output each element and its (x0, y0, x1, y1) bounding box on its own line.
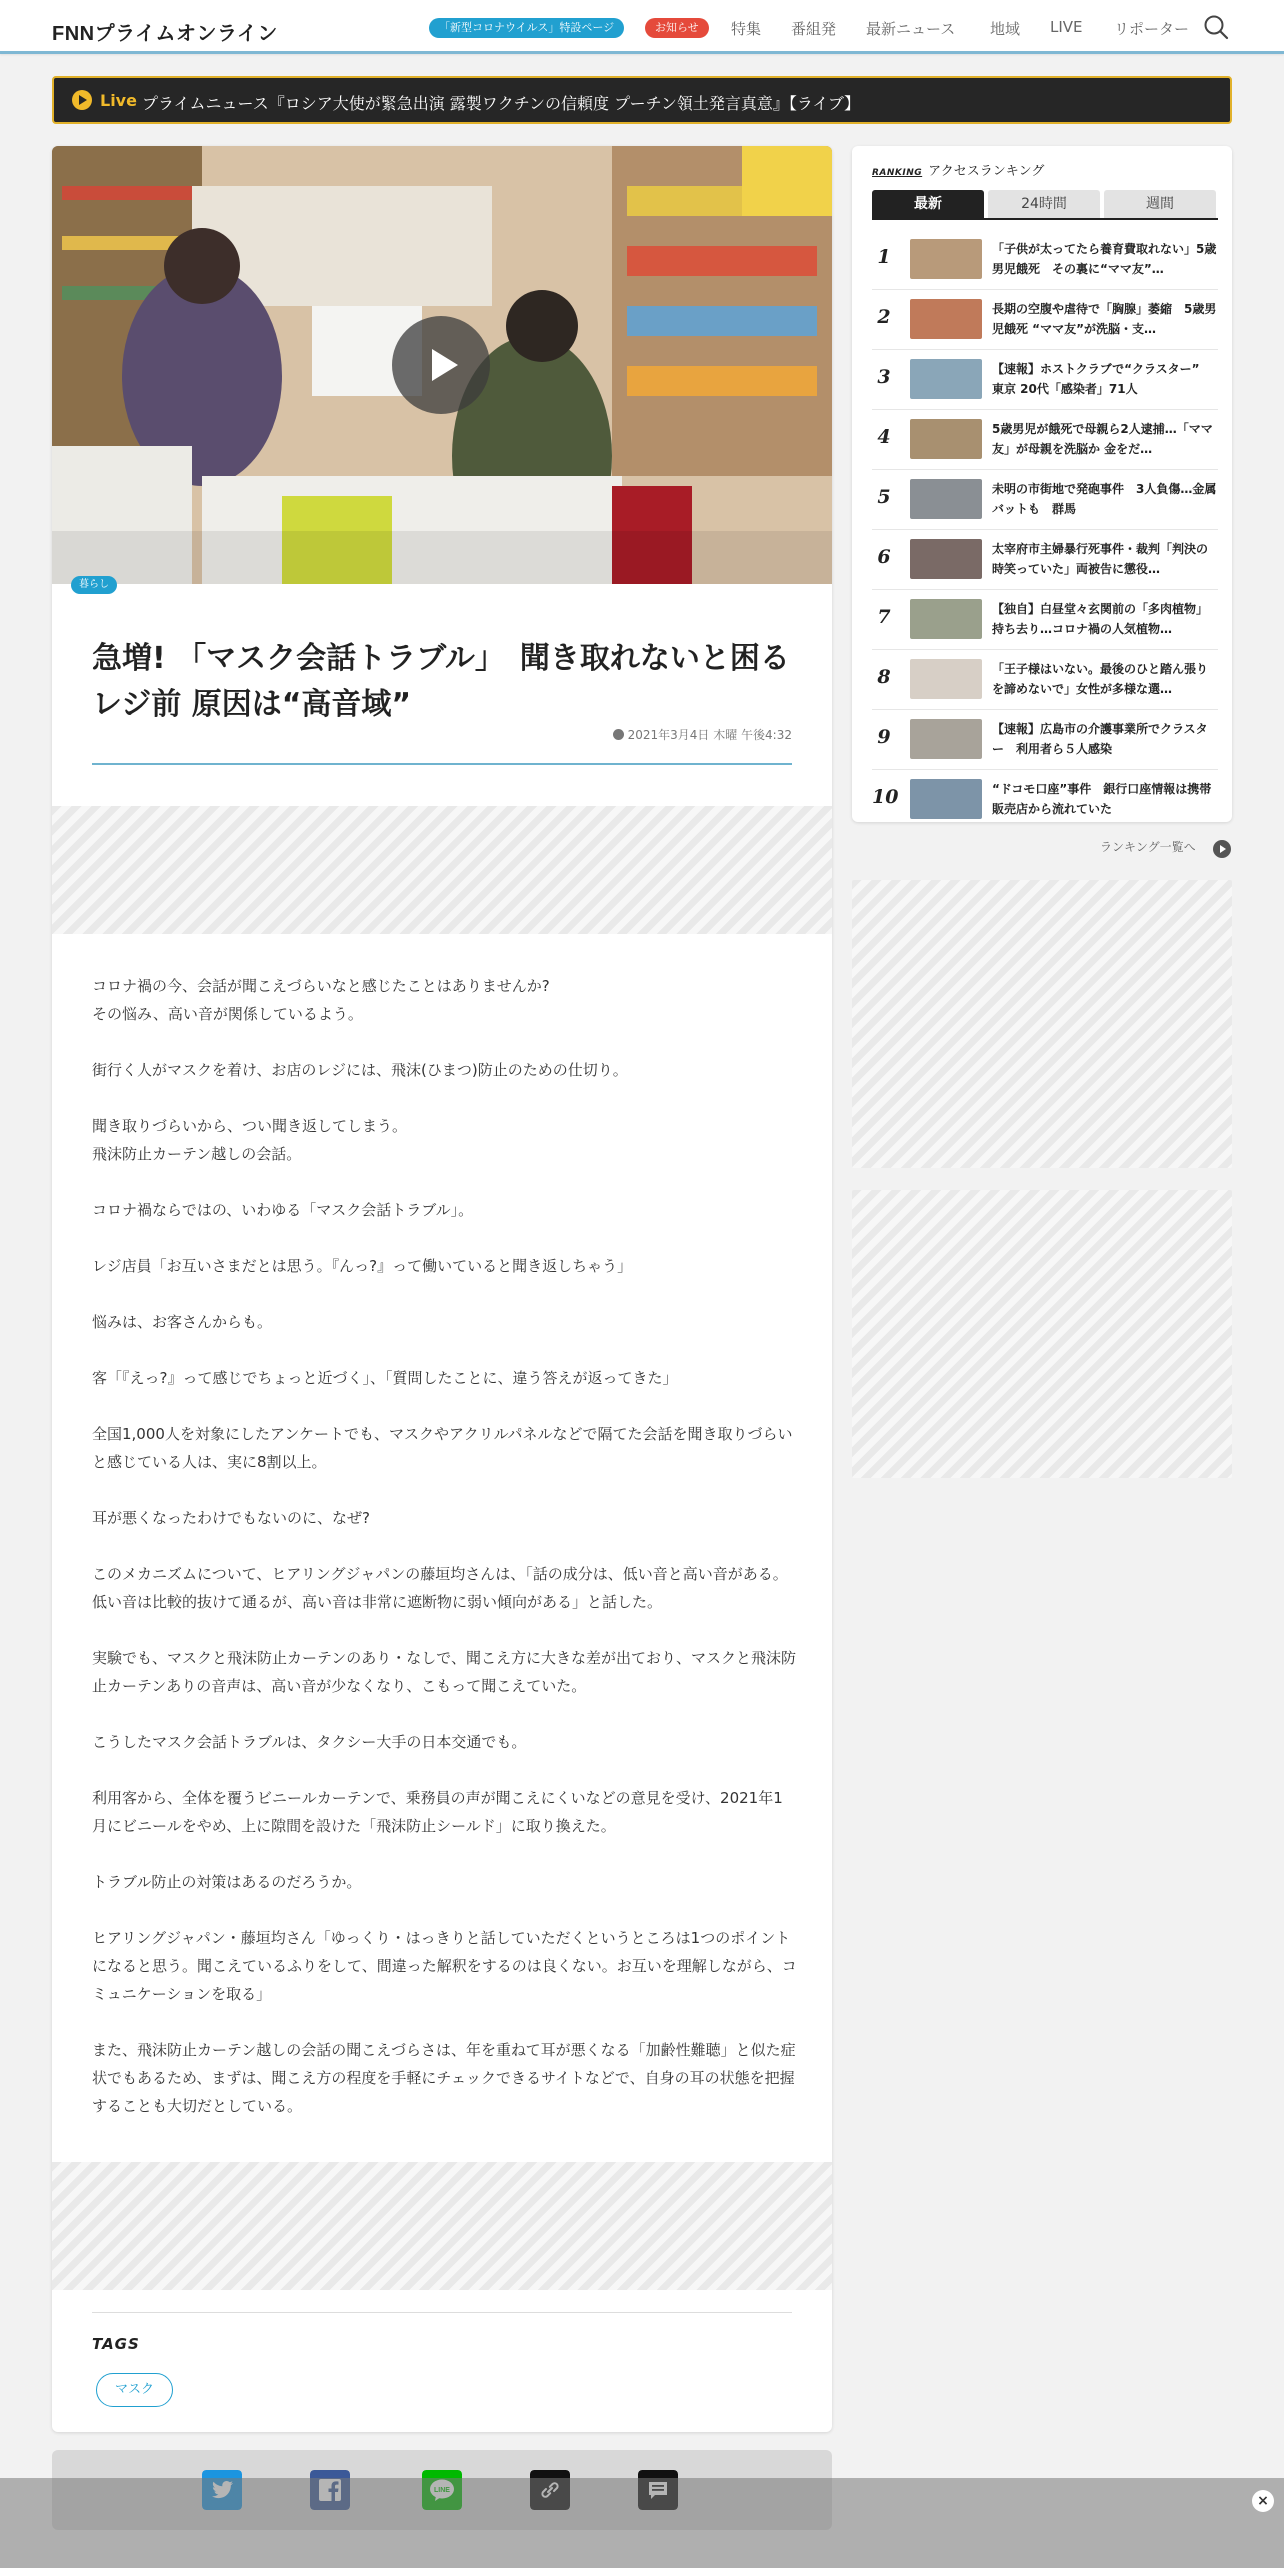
ranking-more-link[interactable]: ランキング一覧へ (1100, 840, 1196, 854)
ranking-title[interactable]: 【独自】白昼堂々玄関前の「多肉植物」持ち去り…コロナ禍の人気植物… (992, 602, 1209, 636)
ranking-header-en: RANKING (872, 168, 923, 178)
ranking-item[interactable] (872, 530, 1218, 590)
article-paragraph: 聞き取りづらいから、つい聞き返してしまう。 飛沫防止カーテン越しの会話。 (92, 1117, 408, 1163)
ranking-number: 5 (877, 486, 891, 508)
sidebar-ad-1 (852, 880, 1232, 1168)
ranking-item[interactable] (872, 290, 1218, 350)
ranking-item[interactable] (872, 650, 1218, 710)
close-icon[interactable]: × (1252, 2490, 1274, 2512)
ranking-number: 10 (872, 786, 899, 808)
notice-link[interactable]: お知らせ (645, 18, 709, 38)
article-paragraph: 街行く人がマスクを着け、お店のレジには、飛沫(ひまつ)防止のための仕切り。 (92, 1061, 628, 1079)
ranking-thumbnail[interactable] (910, 599, 982, 639)
ranking-number: 7 (877, 606, 891, 628)
article-title: 急増! 「マスク会話トラブル」 聞き取れないと困るレジ前 原因は“高音域” (92, 641, 790, 722)
article-body (92, 972, 797, 2148)
video-play-button[interactable] (392, 316, 490, 414)
tab-latest[interactable]: 最新 (872, 190, 984, 218)
article-paragraph: コロナ禍の今、会話が聞こえづらいなと感じたことはありませんか? その悩み、高い音が関係しているよう。 (92, 977, 550, 1023)
article-paragraph: トラブル防止の対策はあるのだろうか。 (92, 1873, 362, 1891)
ranking-number: 1 (877, 246, 891, 268)
ranking-item[interactable] (872, 350, 1218, 410)
category-badge[interactable]: 暮らし (71, 576, 117, 594)
ranking-header-title: アクセスランキング (928, 164, 1045, 179)
live-banner[interactable] (52, 76, 1232, 124)
ranking-item[interactable] (872, 230, 1218, 290)
article-paragraph: 全国1,000人を対象にしたアンケートでも、マスクやアクリルパネルなどで隔てた会話を聞き取りづらいと感じている人は、実に8割以上。 (92, 1425, 793, 1471)
article-paragraph: また、飛沫防止カーテン越しの会話の聞こえづらさは、年を重ねて耳が悪くなる「加齢性難聴」と似た症状でもあるため、まずは、聞こえ方の程度を手軽にチェックできるサイトなどで、自身の耳の状態を把握することも大切だとしている。 (92, 2041, 796, 2115)
site-header (0, 0, 1284, 54)
article-paragraph: このメカニズムについて、ヒアリングジャパンの藤垣均さんは、「話の成分は、低い音と高い音がある。低い音は比較的抜けて通るが、高い音は非常に遮断物に弱い傾向がある」と話した。 (92, 1565, 788, 1611)
tags-divider (92, 2312, 792, 2313)
article-paragraph: こうしたマスク会話トラブルは、タクシー大手の日本交通でも。 (92, 1733, 527, 1751)
ranking-number: 3 (877, 366, 891, 388)
nav-item-programs[interactable]: 番組発 (791, 20, 837, 38)
article-paragraph: コロナ禍ならではの、いわゆる「マスク会話トラブル」。 (92, 1201, 474, 1219)
ad-placeholder-top (52, 806, 832, 934)
ranking-title[interactable]: 5歳男児が餓死で母親ら2人逮捕…「ママ友」が母親を洗脳か 金をだ… (992, 422, 1213, 456)
ranking-thumbnail[interactable] (910, 719, 982, 759)
ranking-title[interactable]: 「子供が太ってたら養育費取れない」5歳男児餓死 その裏に“ママ友”… (992, 242, 1217, 276)
search-icon[interactable] (1203, 14, 1229, 40)
ranking-thumbnail[interactable] (910, 419, 982, 459)
ranking-title[interactable]: 【速報】ホストクラブで“クラスター” 東京 20代「感染者」71人 (992, 362, 1212, 396)
article-card (52, 146, 832, 2432)
article-paragraph: 実験でも、マスクと飛沫防止カーテンのあり・なしで、聞こえ方に大きな差が出ており、マスクと飛沫防止カーテンありの音声は、高い音が少なくなり、こもって聞こえていた。 (92, 1649, 796, 1695)
sidebar-ad-2 (852, 1190, 1232, 1478)
chevron-right-icon[interactable] (1213, 840, 1231, 858)
ranking-thumbnail[interactable] (910, 779, 982, 819)
nav-item-reporter[interactable]: リポーター (1114, 20, 1190, 38)
ranking-title[interactable]: 太宰府市主婦暴行死事件・裁判「判決の時笑っていた」両被告に懲役… (992, 542, 1209, 576)
ranking-title[interactable]: 未明の市街地で発砲事件 3人負傷…金属バットも 群馬 (992, 482, 1217, 516)
ranking-title[interactable]: 「王子様はいない。最後のひと踏ん張りを諦めないで」女性が多様な選… (992, 662, 1209, 696)
article-date-text: 2021年3月4日 木曜 午後4:32 (627, 728, 792, 742)
live-headline[interactable]: プライムニュース『ロシア大使が緊急出演 露製ワクチンの信頼度 プーチン領土発言真意』【ライブ】 (142, 94, 861, 113)
ranking-thumbnail[interactable] (910, 299, 982, 339)
nav-item-latest-news[interactable]: 最新ニュース (866, 20, 956, 38)
live-play-icon (72, 90, 92, 110)
clock-icon (613, 729, 624, 740)
ranking-number: 6 (877, 546, 891, 568)
ranking-item[interactable] (872, 770, 1218, 822)
ranking-item[interactable] (872, 590, 1218, 650)
ranking-number: 4 (877, 426, 891, 448)
article-paragraph: レジ店員「お互いさまだとは思う。『んっ?』って働いていると聞き返しちゃう」 (92, 1257, 633, 1275)
ranking-card (852, 146, 1232, 822)
ranking-thumbnail[interactable] (910, 659, 982, 699)
tab-24h[interactable]: 24時間 (988, 190, 1100, 218)
ranking-header (872, 160, 1044, 179)
nav-item-region[interactable]: 地域 (990, 20, 1021, 38)
ranking-title[interactable]: 長期の空腹や虐待で「胸腺」萎縮 5歳男児餓死 “ママ友”が洗脳・支… (992, 302, 1217, 336)
article-paragraph: 利用客から、全体を覆うビニールカーテンで、乗務員の声が聞こえにくいなどの意見を受け、2021年1月にビニールをやめ、上に隙間を設けた「飛沫防止シールド」に取り換えた。 (92, 1789, 783, 1835)
ranking-title[interactable]: “ドコモ口座”事件 銀行口座情報は携帯販売店から流れていた (992, 782, 1212, 816)
ad-placeholder-bottom (52, 2162, 832, 2290)
ranking-tabs (872, 190, 1218, 220)
nav-item-features[interactable]: 特集 (731, 20, 762, 38)
ranking-thumbnail[interactable] (910, 239, 982, 279)
tags-heading: TAGS (92, 2335, 140, 2353)
article-paragraph: 悩みは、お客さんからも。 (92, 1313, 273, 1331)
ranking-number: 8 (877, 666, 891, 688)
article-paragraph: 耳が悪くなったわけでもないのに、なぜ? (92, 1509, 370, 1527)
ranking-thumbnail[interactable] (910, 359, 982, 399)
bottom-ad-overlay (0, 2478, 1284, 2568)
tag-mask[interactable]: マスク (96, 2373, 173, 2407)
tab-weekly[interactable]: 週間 (1104, 190, 1216, 218)
ranking-number: 9 (877, 726, 891, 748)
ranking-item[interactable] (872, 410, 1218, 470)
article-paragraph: 客「『えっ?』って感じでちょっと近づく」、「質問したことに、違う答えが返ってきた」 (92, 1369, 678, 1387)
ranking-title[interactable]: 【速報】広島市の介護事業所でクラスター 利用者ら５人感染 (992, 722, 1208, 756)
live-label: Live (100, 91, 137, 110)
site-logo[interactable]: FNNプライムオンライン (52, 23, 278, 45)
title-divider (92, 763, 792, 765)
ranking-thumbnail[interactable] (910, 479, 982, 519)
covid-special-page-link[interactable]: 「新型コロナウイルス」特設ページ (429, 18, 624, 38)
article-date (613, 726, 792, 743)
nav-item-live[interactable]: LIVE (1050, 18, 1083, 36)
ranking-item[interactable] (872, 710, 1218, 770)
ranking-thumbnail[interactable] (910, 539, 982, 579)
ranking-number: 2 (877, 306, 891, 328)
ranking-item[interactable] (872, 470, 1218, 530)
article-paragraph: ヒアリングジャパン・藤垣均さん「ゆっくり・はっきりと話していただくというところは1つのポイントになると思う。聞こえているふりをして、間違った解釈をするのは良くない。お互いを理解しながら、コミュニケーションを取る」 (92, 1929, 797, 2003)
